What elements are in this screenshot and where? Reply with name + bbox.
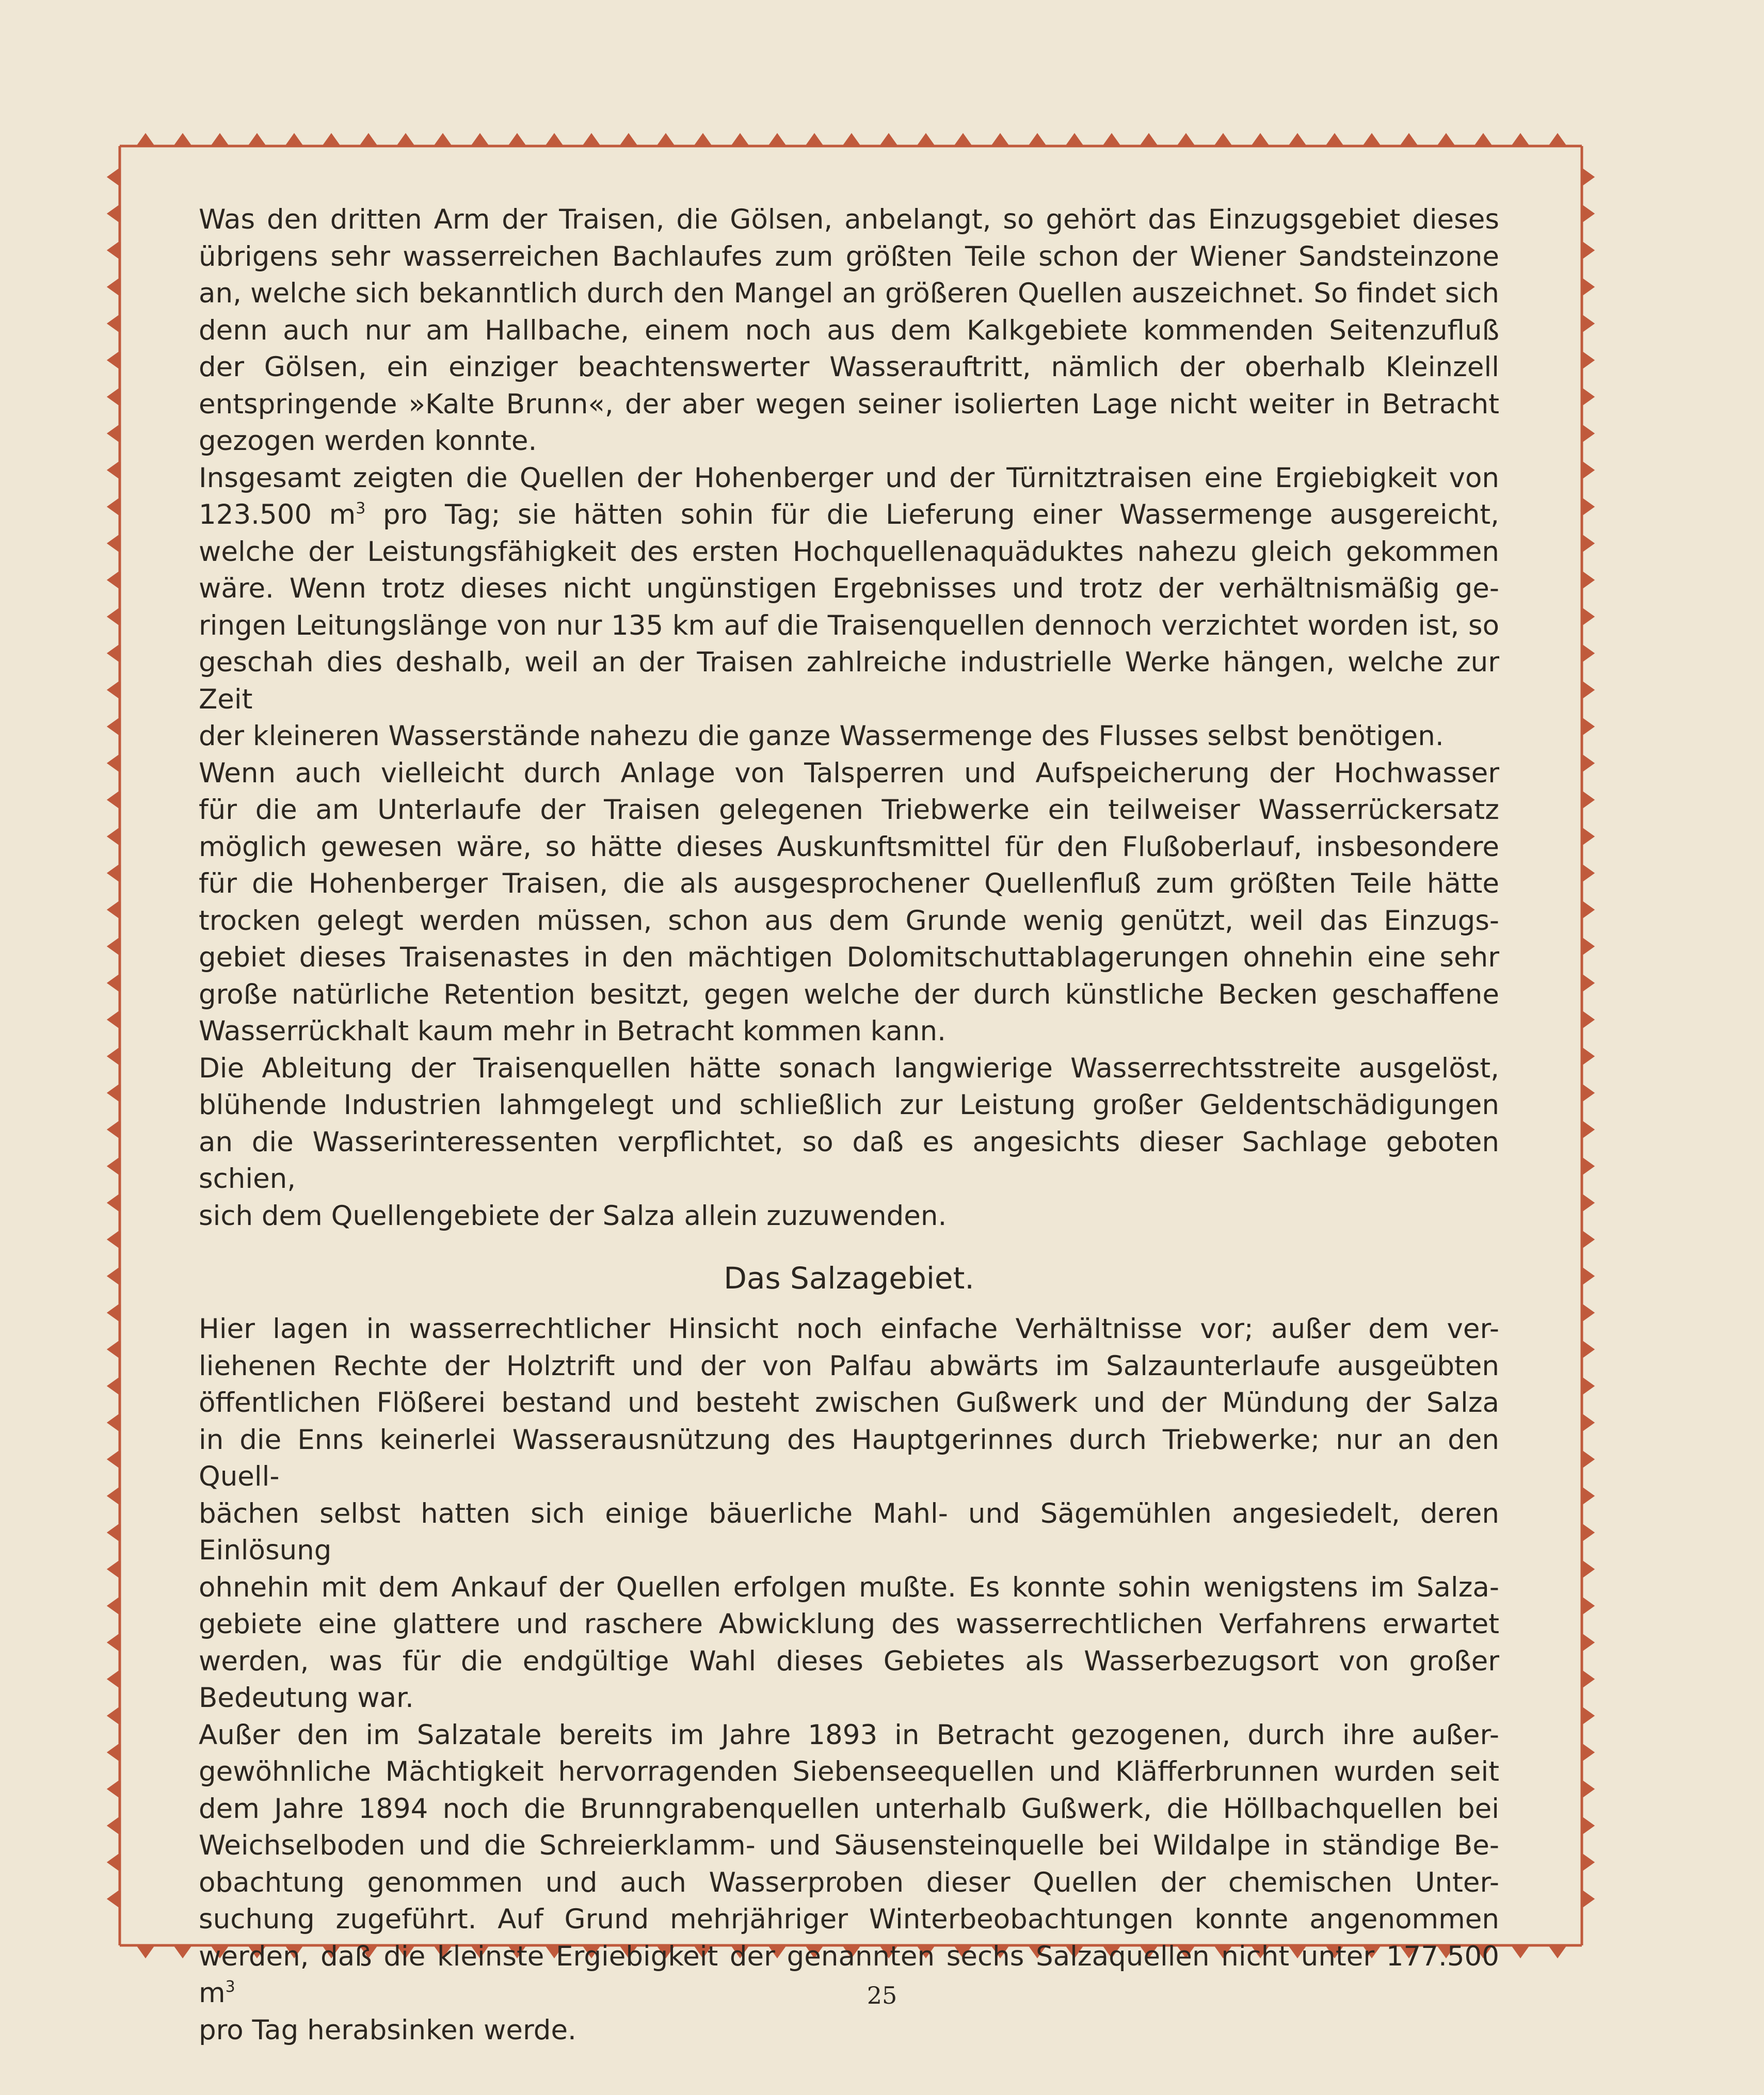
border-ornament bbox=[136, 133, 155, 146]
border-ornament bbox=[107, 1670, 120, 1688]
border-ornament bbox=[1582, 1303, 1595, 1322]
text-line: trocken gelegt werden müssen, schon aus dem Grunde wenig genützt, weil das Einzugs- bbox=[199, 905, 1499, 937]
text-line: Die Ableitung der Traisenquellen hätte sonach langwierige Wasserrechtsstreite ausgelöst, bbox=[199, 1052, 1499, 1084]
border-ornament bbox=[1288, 133, 1307, 146]
border-ornament bbox=[211, 133, 229, 146]
border-ornament bbox=[1582, 1450, 1595, 1469]
border-ornament bbox=[1582, 1780, 1595, 1798]
border-ornament bbox=[173, 133, 192, 146]
border-ornament bbox=[1548, 133, 1567, 146]
border-ornament bbox=[1582, 1706, 1595, 1725]
border-ornament bbox=[1582, 1816, 1595, 1835]
border-ornament bbox=[107, 1157, 120, 1175]
border-ornament bbox=[1582, 827, 1595, 846]
border-ornament bbox=[107, 241, 120, 260]
border-ornament bbox=[107, 1450, 120, 1469]
border-ornament bbox=[248, 133, 266, 146]
border-ornament bbox=[694, 133, 712, 146]
text-line: übrigens sehr wasserreichen Bachlaufes zum größten Teile schon der Wiener Sandsteinzone bbox=[199, 240, 1499, 272]
border-ornament bbox=[1177, 133, 1195, 146]
border-ornament bbox=[731, 133, 749, 146]
text-line: große natürliche Retention besitzt, gegen welche der durch künstliche Becken geschaffene bbox=[199, 978, 1499, 1010]
border-ornament bbox=[107, 1743, 120, 1762]
border-ornament bbox=[1582, 1890, 1595, 1908]
border-ornament bbox=[107, 644, 120, 663]
border-ornament bbox=[136, 1945, 155, 1958]
text-line: öffentlichen Flößerei bestand und besteht zwischen Gußwerk und der Mündung der Salza bbox=[199, 1387, 1499, 1419]
border-ornament bbox=[107, 388, 120, 406]
border-ornament bbox=[1582, 1194, 1595, 1212]
border-ornament bbox=[1582, 1157, 1595, 1175]
text-line: bächen selbst hatten sich einige bäuerliche Mahl- und Sägemühlen angesiedelt, deren Einlösung bbox=[199, 1497, 1499, 1566]
border-ornament bbox=[1582, 1120, 1595, 1139]
border-ornament bbox=[1582, 1853, 1595, 1872]
text-line: pro Tag herabsinken werde. bbox=[199, 2014, 576, 2046]
border-ornament bbox=[107, 534, 120, 553]
text-line: werden, was für die endgültige Wahl dieses Gebietes als Wasserbezugsort von großer bbox=[199, 1645, 1499, 1677]
border-ornament bbox=[1582, 900, 1595, 919]
border-ornament bbox=[107, 754, 120, 772]
border-ornament bbox=[1582, 534, 1595, 553]
border-ornament bbox=[991, 133, 1009, 146]
paragraph bbox=[199, 1050, 1499, 1235]
text-line: gebiet dieses Traisenastes in den mächtigen Dolomitschuttablagerungen ohnehin eine sehr bbox=[199, 942, 1499, 973]
text-line: Hier lagen in wasserrechtlicher Hinsicht noch einfache Verhältnisse vor; außer dem ver- bbox=[199, 1313, 1499, 1345]
border-ornament bbox=[1582, 864, 1595, 882]
border-ornament bbox=[1582, 1377, 1595, 1395]
text-line: suchung zugeführt. Auf Grund mehrjähriger Winterbeobachtungen konnte angenommen bbox=[199, 1904, 1499, 1935]
border-ornament bbox=[107, 1377, 120, 1395]
border-ornament bbox=[107, 314, 120, 333]
border-ornament bbox=[107, 571, 120, 589]
text-line: liehenen Rechte der Holztrift und der von Palfau abwärts im Salzaunterlaufe ausgeübten bbox=[199, 1350, 1499, 1382]
border-ornament bbox=[396, 133, 415, 146]
text-line: Wenn auch vielleicht durch Anlage von Talsperren und Aufspeicherung der Hochwasser bbox=[199, 757, 1499, 789]
text-line: möglich gewesen wäre, so hätte dieses Auskunftsmittel für den Flußoberlauf, insbesondere bbox=[199, 831, 1499, 863]
border-ornament bbox=[1582, 571, 1595, 589]
border-ornament bbox=[1582, 314, 1595, 333]
border-ornament bbox=[1474, 133, 1493, 146]
text-line: ohnehin mit dem Ankauf der Quellen erfolgen mußte. Es konnte sohin wenigstens im Salza- bbox=[199, 1571, 1499, 1603]
border-ornament bbox=[107, 1560, 120, 1578]
border-ornament bbox=[107, 1340, 120, 1359]
border-ornament bbox=[1582, 497, 1595, 516]
text-line: geschah dies deshalb, weil an der Traisen zahlreiche industrielle Werke hängen, welche zur Zeit bbox=[199, 647, 1499, 715]
border-ornament bbox=[107, 1047, 120, 1066]
border-ornament bbox=[879, 133, 898, 146]
text-line: für die am Unterlaufe der Traisen gelegenen Triebwerke ein teilweiser Wasserrückersatz bbox=[199, 794, 1499, 826]
text-line: blühende Industrien lahmgelegt und schließlich zur Leistung großer Geldentschädigungen bbox=[199, 1089, 1499, 1121]
text-line: in die Enns keinerlei Wasserausnützung des Hauptgerinnes durch Triebwerke; nur an den Quell- bbox=[199, 1424, 1499, 1492]
border-ornament bbox=[1582, 424, 1595, 443]
text-line: sich dem Quellengebiete der Salza allein zuzuwenden. bbox=[199, 1200, 947, 1232]
border-ornament bbox=[545, 133, 564, 146]
border-ornament bbox=[1400, 133, 1418, 146]
border-ornament bbox=[1582, 351, 1595, 369]
text-line: Außer den im Salzatale bereits im Jahre 1893 in Betracht gezogenen, durch ihre außer- bbox=[199, 1719, 1499, 1751]
border-ornament bbox=[1582, 1743, 1595, 1762]
border-ornament bbox=[917, 133, 935, 146]
section-heading: Das Salzagebiet. bbox=[724, 1261, 974, 1296]
border-ornament bbox=[107, 681, 120, 699]
border-ornament bbox=[1548, 1945, 1567, 1958]
border-ornament bbox=[1582, 974, 1595, 992]
text-line: Wasserrückhalt kaum mehr in Betracht kommen kann. bbox=[199, 1016, 946, 1047]
text-line: welche der Leistungsfähigkeit des ersten Hochquellenaquäduktes nahezu gleich gekommen bbox=[199, 536, 1499, 568]
border-ornament bbox=[107, 1010, 120, 1029]
text-line: für die Hohenberger Traisen, die als ausgesprochener Quellenfluß zum größten Teile hätte bbox=[199, 868, 1499, 899]
text-line: ringen Leitungslänge von nur 135 km auf die Traisenquellen dennoch verzichtet worden ist, so bbox=[199, 609, 1499, 641]
border-ornament bbox=[1582, 204, 1595, 223]
border-ornament bbox=[619, 133, 638, 146]
border-ornament bbox=[1582, 1010, 1595, 1029]
border-ornament bbox=[471, 133, 489, 146]
border-ornament bbox=[107, 1230, 120, 1249]
border-ornament bbox=[107, 204, 120, 223]
text-line: Insgesamt zeigten die Quellen der Hohenberger und der Türnitztraisen eine Ergiebigkeit von bbox=[199, 462, 1499, 494]
border-ornament bbox=[1582, 168, 1595, 186]
border-ornament bbox=[1582, 607, 1595, 626]
border-ornament bbox=[768, 133, 787, 146]
border-ornament bbox=[107, 424, 120, 443]
border-ornament bbox=[107, 937, 120, 956]
border-ornament bbox=[173, 1945, 192, 1958]
border-ornament bbox=[107, 168, 120, 186]
border-ornament bbox=[107, 1816, 120, 1835]
border-ornament bbox=[1582, 1267, 1595, 1285]
border-ornament bbox=[1582, 717, 1595, 736]
border-ornament bbox=[1582, 278, 1595, 296]
text-line: an, welche sich bekanntlich durch den Mangel an größeren Quellen auszeichnet. So findet sich bbox=[199, 278, 1499, 309]
border-ornament bbox=[582, 133, 601, 146]
border-ornament bbox=[1214, 133, 1232, 146]
border-ornament bbox=[1251, 133, 1270, 146]
page-number: 25 bbox=[867, 1981, 897, 2009]
text-line: Was den dritten Arm der Traisen, die Gölsen, anbelangt, so gehört das Einzugsgebiet dieses bbox=[199, 204, 1499, 235]
border-ornament bbox=[1582, 1523, 1595, 1542]
border-ornament bbox=[107, 864, 120, 882]
border-ornament bbox=[107, 1120, 120, 1139]
paragraphs-before-heading bbox=[199, 201, 1499, 1234]
border-ornament bbox=[1582, 461, 1595, 479]
border-ornament bbox=[434, 133, 452, 146]
border-ornament bbox=[322, 133, 341, 146]
border-ornament bbox=[107, 1853, 120, 1872]
border-ornament bbox=[359, 133, 378, 146]
border-ornament bbox=[1511, 133, 1530, 146]
text-line: der kleineren Wasserstände nahezu die ganze Wassermenge des Flusses selbst benötigen. bbox=[199, 720, 1444, 752]
border-ornament bbox=[107, 1267, 120, 1285]
text-line: gewöhnliche Mächtigkeit hervorragenden Siebenseequellen und Kläfferbrunnen wurden seit bbox=[199, 1756, 1499, 1787]
text-line: werden, daß die kleinste Ergiebigkeit der genannten sechs Salzaquellen nicht unter 177.500 $m^3$ bbox=[199, 1940, 1499, 2009]
paragraph bbox=[199, 1311, 1499, 1717]
border-ornament bbox=[107, 1303, 120, 1322]
border-ornament bbox=[107, 1487, 120, 1505]
text-line: Weichselboden und die Schreierklamm- und Säusensteinquelle bei Wildalpe in ständige Be- bbox=[199, 1830, 1499, 1861]
text-line: Bedeutung war. bbox=[199, 1682, 414, 1714]
text-line: wäre. Wenn trotz dieses nicht ungünstigen Ergebnisses und trotz der verhältnismäßig ge- bbox=[199, 573, 1499, 604]
border-ornament bbox=[1582, 1633, 1595, 1652]
border-ornament bbox=[1582, 388, 1595, 406]
border-ornament bbox=[1437, 133, 1455, 146]
border-ornament bbox=[1582, 1047, 1595, 1066]
border-ornament bbox=[107, 1413, 120, 1432]
border-ornament bbox=[656, 133, 675, 146]
text-line: denn auch nur am Hallbache, einem noch aus dem Kalkgebiete kommenden Seitenzufluß bbox=[199, 314, 1499, 346]
border-ornament bbox=[107, 1523, 120, 1542]
border-ornament bbox=[805, 133, 824, 146]
border-ornament bbox=[1582, 1084, 1595, 1102]
border-ornament bbox=[107, 278, 120, 296]
paragraphs-after-heading bbox=[199, 1311, 1499, 2049]
border-ornament bbox=[107, 1633, 120, 1652]
border-ornament bbox=[1582, 754, 1595, 772]
border-ornament bbox=[1582, 1340, 1595, 1359]
border-ornament bbox=[1325, 133, 1344, 146]
border-ornament bbox=[107, 607, 120, 626]
border-ornament bbox=[1102, 133, 1121, 146]
text-line: an die Wasserinteressenten verpflichtet, so daß es angesichts dieser Sachlage geboten schien, bbox=[199, 1126, 1499, 1195]
border-ornament bbox=[1582, 1413, 1595, 1432]
border-ornament bbox=[1582, 937, 1595, 956]
border-ornament bbox=[107, 791, 120, 809]
border-ornament bbox=[1582, 681, 1595, 699]
border-ornament bbox=[107, 1194, 120, 1212]
border-ornament bbox=[1140, 133, 1158, 146]
text-line: gebiete eine glattere und raschere Abwicklung des wasserrechtlichen Verfahrens erwartet bbox=[199, 1608, 1499, 1640]
text-line: der Gölsen, ein einziger beachtenswerter Wasserauftritt, nämlich der oberhalb Kleinzell bbox=[199, 351, 1499, 383]
paragraph bbox=[199, 201, 1499, 460]
border-ornament bbox=[1065, 133, 1084, 146]
border-ornament bbox=[107, 461, 120, 479]
border-ornament bbox=[107, 1084, 120, 1102]
border-ornament bbox=[107, 717, 120, 736]
text-line: gezogen werden konnte. bbox=[199, 425, 537, 457]
border-ornament bbox=[1582, 1670, 1595, 1688]
border-ornament bbox=[107, 351, 120, 369]
border-ornament bbox=[107, 497, 120, 516]
border-ornament bbox=[107, 1597, 120, 1615]
border-ornament bbox=[1582, 644, 1595, 663]
text-line: obachtung genommen und auch Wasserproben dieser Quellen der chemischen Unter- bbox=[199, 1866, 1499, 1898]
border-ornament bbox=[107, 827, 120, 846]
text-line: entspringende »Kalte Brunn«, der aber wegen seiner isolierten Lage nicht weiter in Betracht bbox=[199, 388, 1499, 420]
border-ornament bbox=[1582, 1487, 1595, 1505]
text-line: dem Jahre 1894 noch die Brunngrabenquellen unterhalb Gußwerk, die Höllbachquellen bei bbox=[199, 1793, 1499, 1825]
border-ornament bbox=[107, 900, 120, 919]
border-ornament bbox=[1582, 791, 1595, 809]
border-ornament bbox=[508, 133, 526, 146]
border-ornament bbox=[107, 1890, 120, 1908]
paragraph bbox=[199, 755, 1499, 1050]
border-ornament bbox=[107, 1706, 120, 1725]
paragraph bbox=[199, 460, 1499, 755]
border-ornament bbox=[1362, 133, 1381, 146]
border-ornament bbox=[1582, 1560, 1595, 1578]
border-ornament bbox=[1582, 1597, 1595, 1615]
border-ornament bbox=[1511, 1945, 1530, 1958]
border-ornament bbox=[1582, 241, 1595, 260]
text-line: 123.500 $m^3$ pro Tag; sie hätten sohin für die Lieferung einer Wassermenge ausgereicht, bbox=[199, 499, 1499, 530]
border-ornament bbox=[954, 133, 972, 146]
border-ornament bbox=[842, 133, 861, 146]
border-ornament bbox=[107, 974, 120, 992]
main-text bbox=[199, 201, 1499, 2049]
border-ornament bbox=[1028, 133, 1047, 146]
border-ornament bbox=[1582, 1230, 1595, 1249]
border-ornament bbox=[107, 1780, 120, 1798]
border-ornament bbox=[285, 133, 303, 146]
